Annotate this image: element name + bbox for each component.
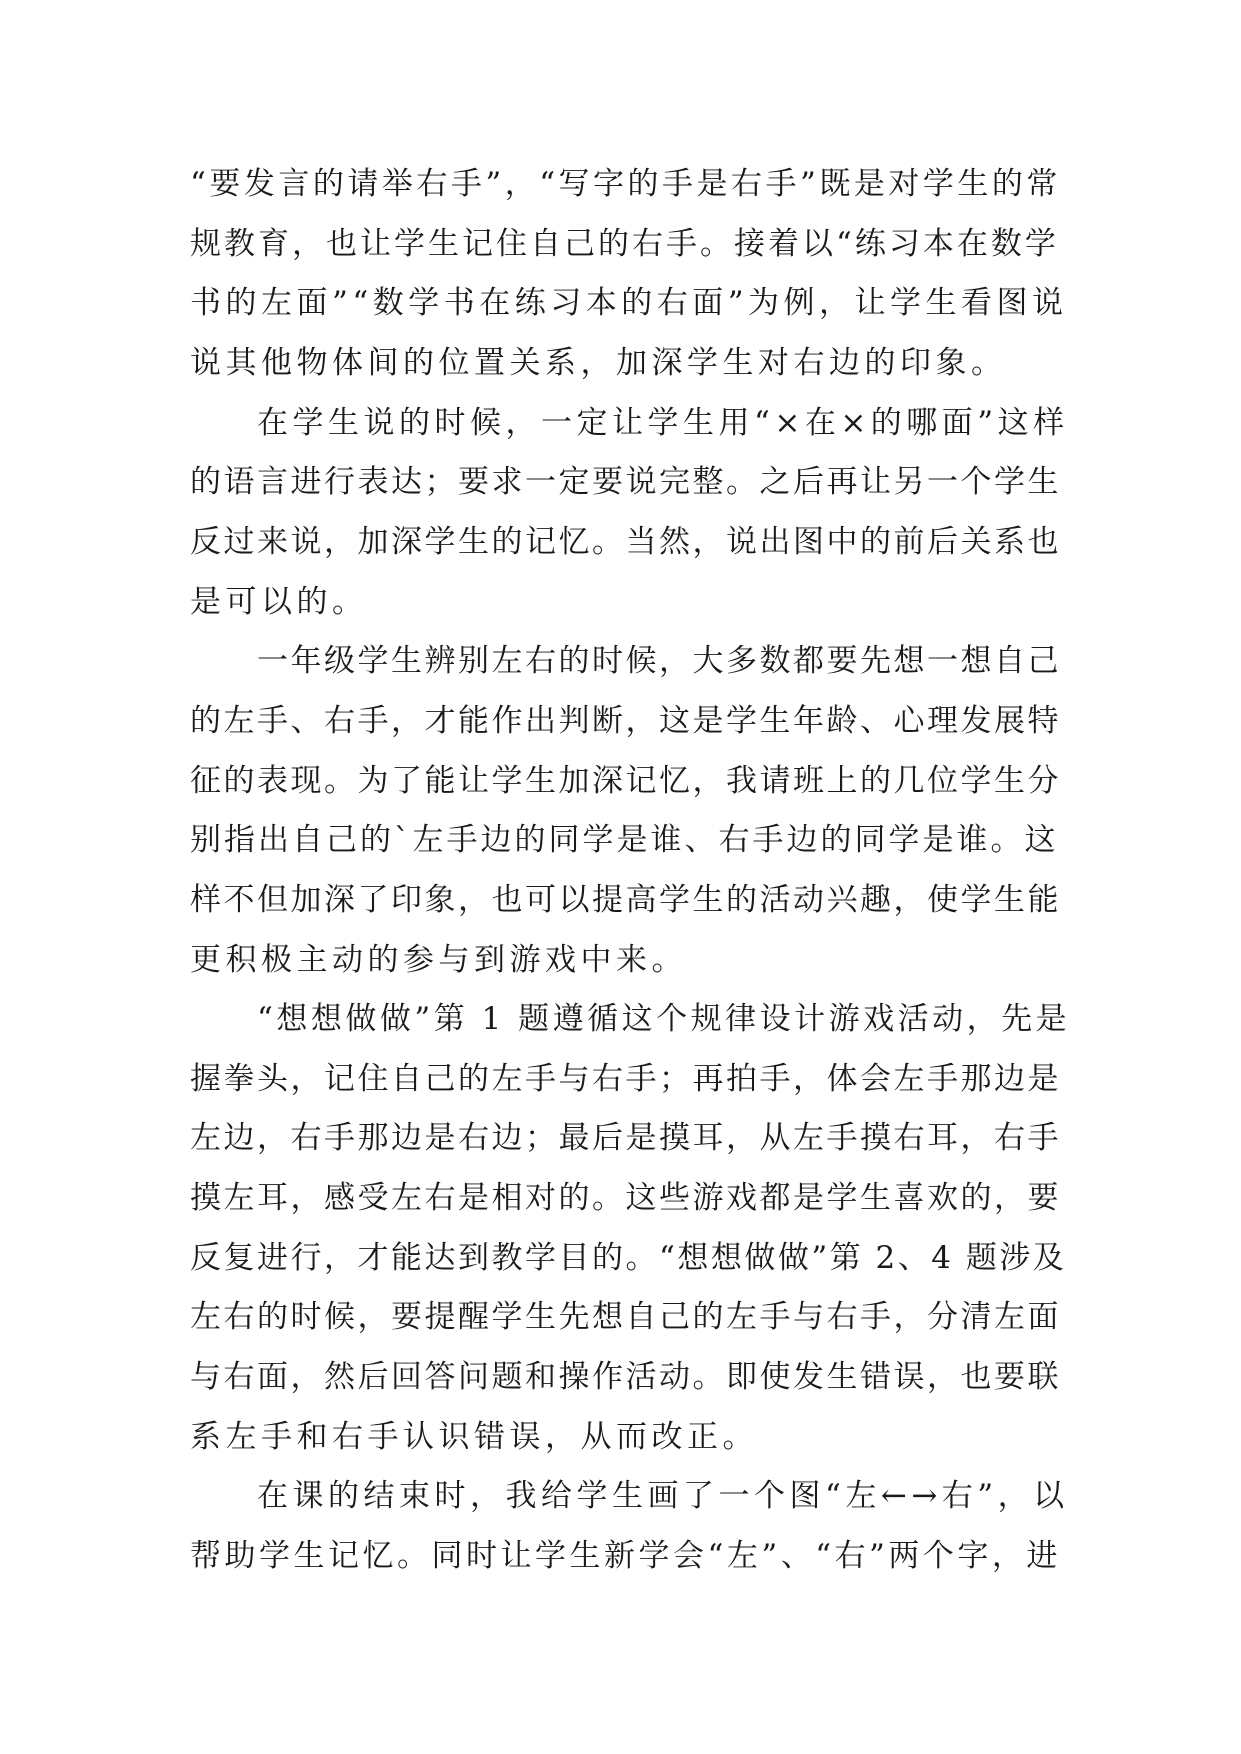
text-line: 系左手和右手认识错误，从而改正。	[190, 1419, 758, 1455]
text-line: 的左手、右手，才能作出判断，这是学生年龄、心理发展特	[190, 703, 1061, 739]
text-line: 样不但加深了印象，也可以提高学生的活动兴趣，使学生能	[190, 882, 1061, 918]
text-line: 左右的时候，要提醒学生先想自己的左手与右手，分清左面	[190, 1299, 1061, 1335]
text-line: 与右面，然后回答问题和操作活动。即使发生错误，也要联	[190, 1359, 1061, 1395]
paragraph-first-line: 在学生说的时候，一定让学生用“×在×的哪面”这样	[257, 405, 1069, 441]
text-line: 说其他物体间的位置关系，加深学生对右边的印象。	[190, 345, 1007, 381]
text-line: 左边，右手那边是右边；最后是摸耳，从左手摸右耳，右手	[190, 1120, 1061, 1156]
paragraph-first-line: 一年级学生辨别左右的时候，大多数都要先想一想自己	[257, 643, 1061, 679]
text-line: 征的表现。为了能让学生加深记忆，我请班上的几位学生分	[190, 763, 1061, 799]
text-line: 反过来说，加深学生的记忆。当然，说出图中的前后关系也	[190, 524, 1061, 560]
text-line: 摸左耳，感受左右是相对的。这些游戏都是学生喜欢的，要	[190, 1180, 1061, 1216]
text-line: “要发言的请举右手”，“写字的手是右手”既是对学生的常	[190, 166, 1061, 202]
text-line: 帮助学生记忆。同时让学生新学会“左”、“右”两个字，进	[190, 1538, 1061, 1574]
text-line: 是可以的。	[190, 584, 368, 620]
paragraph-first-line: “想想做做”第 1 题遵循这个规律设计游戏活动，先是	[257, 1001, 1071, 1037]
text-line: 的语言进行表达；要求一定要说完整。之后再让另一个学生	[190, 464, 1061, 500]
text-line: 反复进行，才能达到教学目的。“想想做做”第 2、4 题涉及	[190, 1240, 1067, 1276]
text-line: 更积极主动的参与到游戏中来。	[190, 942, 687, 978]
text-line: 握拳头，记住自己的左手与右手；再拍手，体会左手那边是	[190, 1061, 1061, 1097]
text-line: 规教育，也让学生记住自己的右手。接着以“练习本在数学	[190, 226, 1059, 262]
paragraph-first-line: 在课的结束时，我给学生画了一个图“左←→右”，以	[257, 1478, 1069, 1514]
text-line: 别指出自己的`左手边的同学是谁、右手边的同学是谁。这	[190, 822, 1059, 858]
text-line: 书的左面”“数学书在练习本的右面”为例，让学生看图说	[190, 285, 1068, 321]
